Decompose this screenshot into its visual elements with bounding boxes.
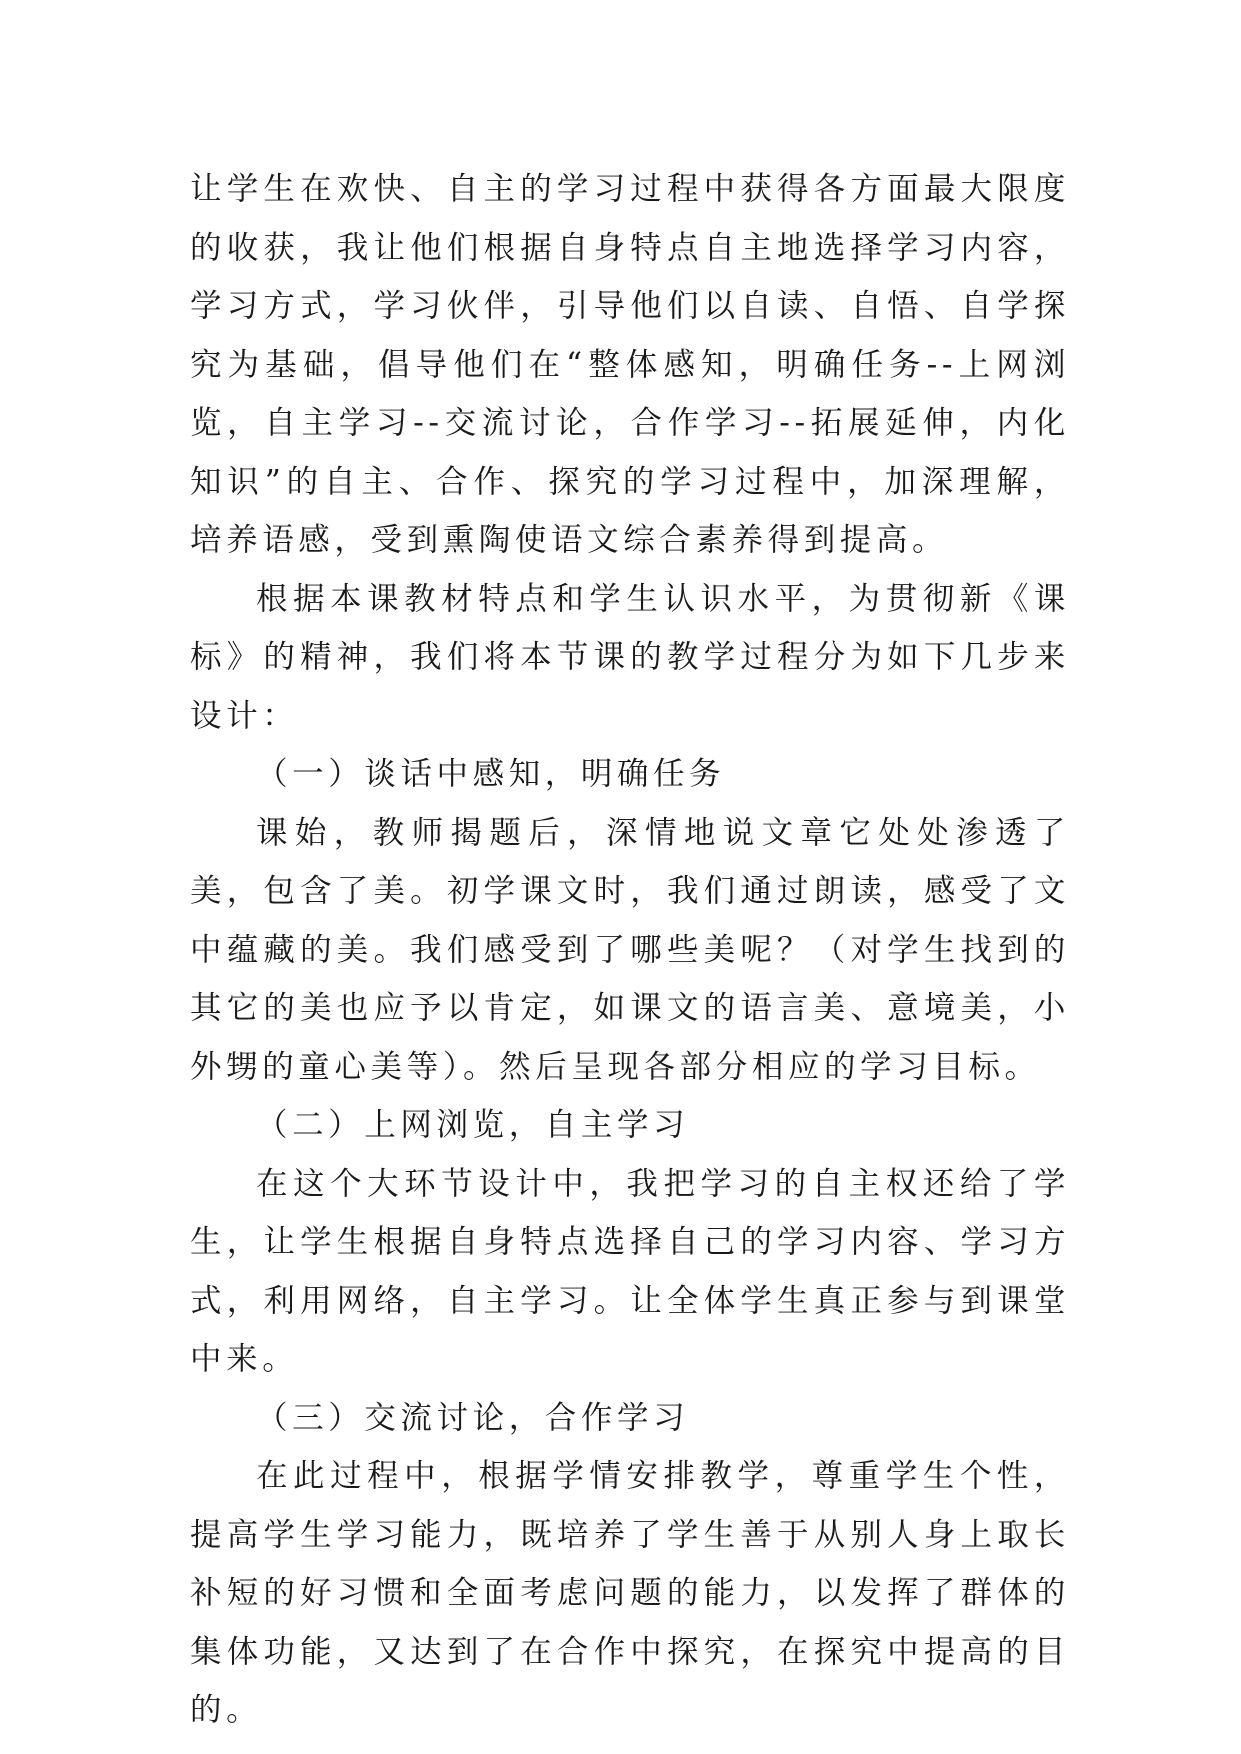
paragraph-section-2: 在这个大环节设计中，我把学习的自主权还给了学生，让学生根据自身特点选择自己的学习内容、学习方式，利用网络，自主学习。让全体学生真正参与到课堂中来。 — [190, 1165, 1070, 1377]
paragraph-section-3: 在此过程中，根据学情安排教学，尊重学生个性，提高学生学习能力，既培养了学生善于从别人身上取长补短的好习惯和全面考虑问题的能力，以发挥了群体的集体功能，又达到了在合作中探究，在探究中提高的目的。 — [190, 1458, 1070, 1728]
section-heading-1: （一）谈话中感知，明确任务 — [256, 756, 726, 792]
document-body — [190, 160, 1070, 1740]
paragraph-section-1: 课始，教师揭题后，深情地说文章它处处渗透了美，包含了美。初学课文时，我们通过朗读，感受了文中蕴藏的美。我们感受到了哪些美呢？（对学生找到的其它的美也应予以肯定，如课文的语言美、意境美，小外甥的童心美等）。然后呈现各部分相应的学习目标。 — [190, 814, 1070, 1085]
section-heading-3: （三）交流讨论，合作学习 — [256, 1399, 690, 1436]
section-heading-2: （二）上网浏览，自主学习 — [256, 1107, 690, 1143]
paragraph-design-intro: 根据本课教材特点和学生认识水平，为贯彻新《课标》的精神，我们将本节课的教学过程分为如下几步来设计： — [190, 580, 1070, 734]
paragraph-learning-process: 让学生在欢快、自主的学习过程中获得各方面最大限度的收获，我让他们根据自身特点自主地选择学习内容，学习方式，学习伙伴，引导他们以自读、自悟、自学探究为基础，倡导他们在“整体感知，明确任务--上网浏览，自主学习--交流讨论，合作学习--拓展延伸，内化知识”的自主、合作、探究的学习过程中，加深理解，培养语感，受到熏陶使语文综合素养得到提高。 — [190, 171, 1070, 558]
